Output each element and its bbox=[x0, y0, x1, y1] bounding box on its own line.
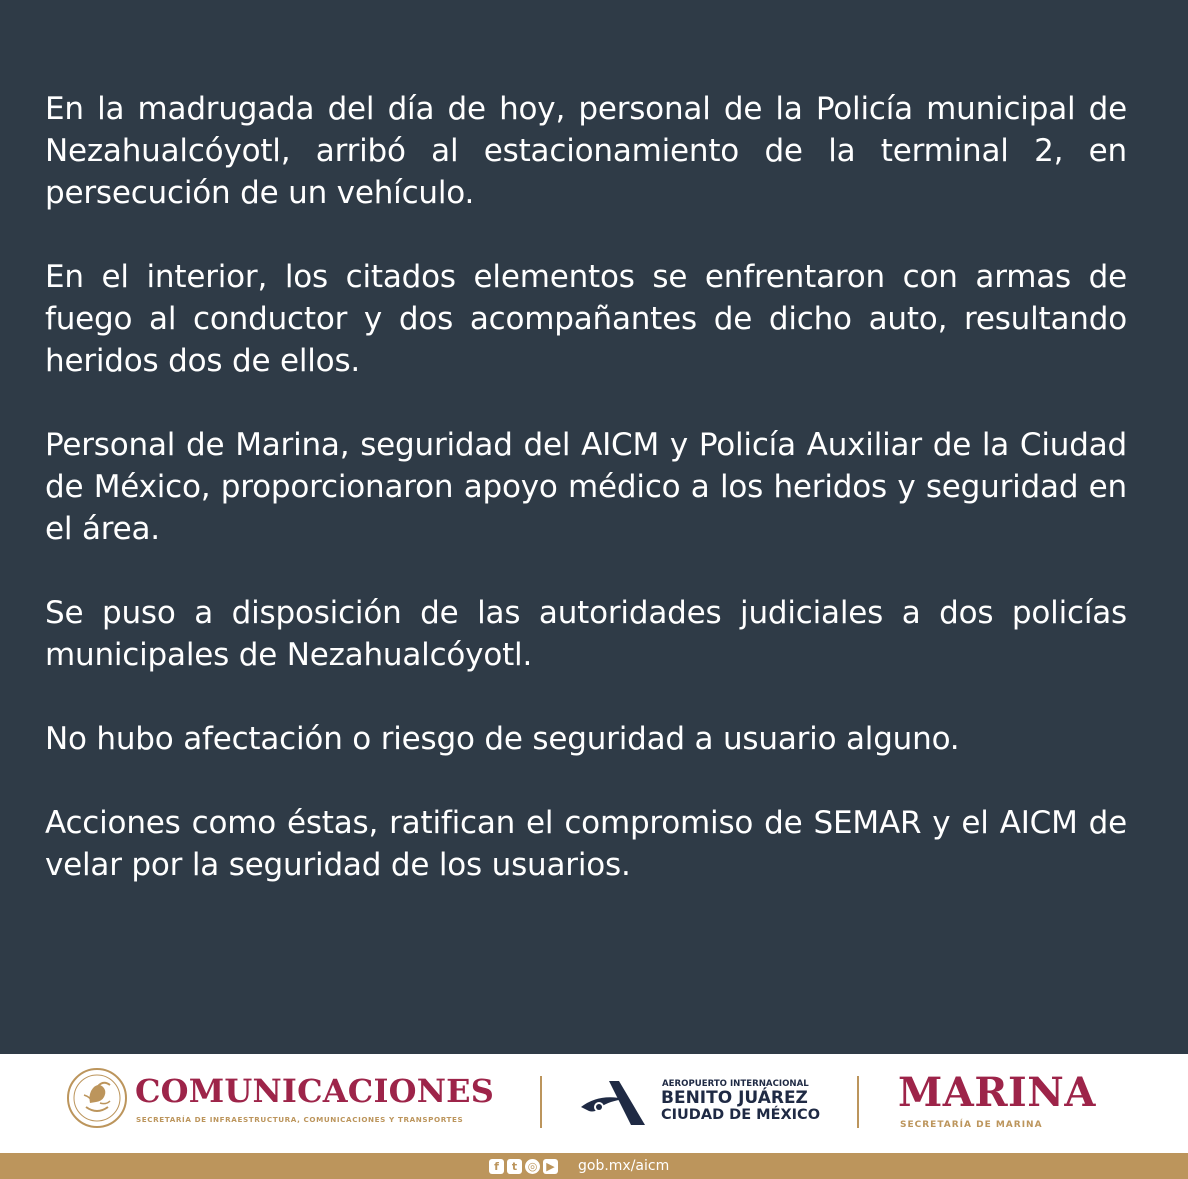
website-link[interactable]: gob.mx/aicm bbox=[578, 1158, 670, 1174]
marina-name: MARINA bbox=[898, 1069, 1096, 1116]
aicm-line-airport: AEROPUERTO INTERNACIONAL bbox=[662, 1079, 809, 1089]
aicm-line-name: BENITO JUÁREZ bbox=[661, 1088, 808, 1108]
paragraph-support: Personal de Marina, seguridad del AICM y Policía Auxiliar de la Ciudad de México, proporcionaron apoyo médico a los heridos y seguridad en el área. bbox=[45, 427, 1127, 547]
aicm-airplane-logo-icon bbox=[579, 1077, 647, 1127]
youtube-icon[interactable]: ▶ bbox=[543, 1159, 558, 1174]
comunicaciones-subtitle: SECRETARÍA DE INFRAESTRUCTURA, COMUNICACIONES Y TRANSPORTES bbox=[136, 1115, 464, 1124]
paragraph-no-risk: No hubo afectación o riesgo de seguridad a usuario alguno. bbox=[45, 721, 960, 757]
footer-logos bbox=[0, 1054, 1188, 1153]
mexico-coat-of-arms-icon bbox=[66, 1067, 128, 1129]
divider bbox=[857, 1076, 859, 1128]
paragraph-confrontation: En el interior, los citados elementos se enfrentaron con armas de fuego al conductor y dos acompañantes de dicho auto, resultando heridos dos de ellos. bbox=[45, 259, 1127, 379]
marina-subtitle: SECRETARÍA DE MARINA bbox=[900, 1120, 1043, 1130]
paragraph-commitment: Acciones como éstas, ratifican el compromiso de SEMAR y el AICM de velar por la seguridad de los usuarios. bbox=[45, 805, 1127, 883]
comunicaciones-name: COMUNICACIONES bbox=[135, 1072, 495, 1110]
social-icons bbox=[489, 1158, 558, 1174]
instagram-icon[interactable]: ◎ bbox=[525, 1159, 540, 1174]
paragraph-incident: En la madrugada del día de hoy, personal de la Policía municipal de Nezahualcóyotl, arribó al estacionamiento de la terminal 2, en persecución de un vehículo. bbox=[45, 91, 1127, 211]
paragraph-detention: Se puso a disposición de las autoridades judiciales a dos policías municipales de Nezahualcóyotl. bbox=[45, 595, 1127, 673]
divider bbox=[540, 1076, 542, 1128]
twitter-icon[interactable]: t bbox=[507, 1159, 522, 1174]
footer-bar bbox=[0, 1153, 1188, 1179]
facebook-icon[interactable]: f bbox=[489, 1159, 504, 1174]
aicm-line-city: CIUDAD DE MÉXICO bbox=[661, 1107, 821, 1123]
statement-body bbox=[45, 88, 1127, 886]
